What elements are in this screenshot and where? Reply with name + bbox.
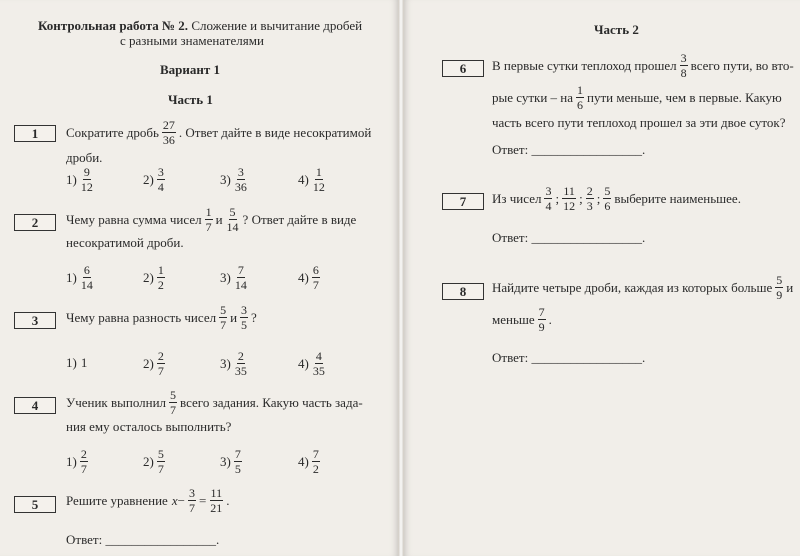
task-text: часть всего пути теплоход прошел за эти двое суток? [492, 115, 786, 130]
answer-option: 2) $\frac{1}{2}$ [143, 263, 164, 292]
answer-option: 1) 1 [66, 355, 88, 370]
task-number: 6 [442, 60, 484, 77]
task-text: Из чисел $\frac{3}{4}$ ; $\frac{11}{12}$ ; $\frac{2}{3}$ ; $\frac{5}{6}$ выберите наименьшее. [492, 184, 741, 213]
task-text: ния ему осталось выполнить? [66, 419, 232, 434]
task-text: Найдите четыре дроби, каждая из которых больше $\frac{5}{9}$ и [492, 273, 794, 302]
task-text: Чему равна разность чисел $\frac{5}{7}$ и $\frac{3}{5}$ ? [66, 303, 257, 332]
answer-option: 1) $\frac{9}{12}$ [66, 165, 93, 194]
task-number: 3 [14, 312, 56, 329]
answer-line: Ответ: _________________. [66, 532, 220, 547]
page-subtitle: с разными знаменателями [120, 33, 264, 48]
answer-option: 2) $\frac{2}{7}$ [143, 349, 164, 378]
answer-line: Ответ: _________________. [492, 230, 646, 245]
task-text: дроби. [66, 150, 103, 165]
task-text: В первые сутки теплоход прошел $\frac{3}{8}$ всего пути, во вто- [492, 51, 794, 80]
answer-option: 3) $\frac{3}{36}$ [220, 165, 247, 194]
task-text: Чему равна сумма чисел $\frac{1}{7}$ и $\frac{5}{14}$ ? Ответ дайте в виде [66, 205, 357, 234]
answer-option: 4) $\frac{6}{7}$ [298, 263, 319, 292]
answer-option: 1) $\frac{2}{7}$ [66, 447, 87, 476]
answer-option: 2) $\frac{5}{7}$ [143, 447, 164, 476]
variant-heading: Вариант 1 [160, 62, 221, 77]
task-number: 1 [14, 125, 56, 142]
task-number: 7 [442, 193, 484, 210]
task-text: несократимой дроби. [66, 235, 184, 250]
answer-option: 1) $\frac{6}{14}$ [66, 263, 93, 292]
part2-heading: Часть 2 [594, 22, 639, 37]
answer-option: 4) $\frac{4}{35}$ [298, 349, 325, 378]
fraction: $\frac{27}{36}$ [162, 118, 175, 147]
part1-heading: Часть 1 [168, 92, 213, 107]
page-title: Контрольная работа № 2. Сложение и вычитание дробей [38, 18, 363, 33]
answer-option: 4) $\frac{1}{12}$ [298, 165, 325, 194]
answer-option: 2) $\frac{3}{4}$ [143, 165, 164, 194]
task-text: Ученик выполнил $\frac{5}{7}$ всего задания. Какую часть зада- [66, 388, 363, 417]
task-number: 2 [14, 214, 56, 231]
answer-option: 3) $\frac{7}{5}$ [220, 447, 241, 476]
task-text: Сократите дробь $\frac{27}{36}$ . Ответ дайте в виде несократимой [66, 118, 372, 147]
answer-option: 3) $\frac{7}{14}$ [220, 263, 247, 292]
task-text: Решите уравнение x − $\frac{3}{7}$ = $\frac{11}{21}$ . [66, 486, 230, 515]
task-number: 4 [14, 397, 56, 414]
answer-option: 3) $\frac{2}{35}$ [220, 349, 247, 378]
answer-line: Ответ: _________________. [492, 350, 646, 365]
left-page [0, 0, 398, 556]
task-text: меньше $\frac{7}{9}$ . [492, 305, 552, 334]
right-page [404, 0, 800, 556]
task-number: 5 [14, 496, 56, 513]
answer-line: Ответ: _________________. [492, 142, 646, 157]
task-text: рые сутки – на $\frac{1}{6}$ пути меньше, чем в первые. Какую [492, 83, 782, 112]
answer-option: 4) $\frac{7}{2}$ [298, 447, 319, 476]
task-number: 8 [442, 283, 484, 300]
